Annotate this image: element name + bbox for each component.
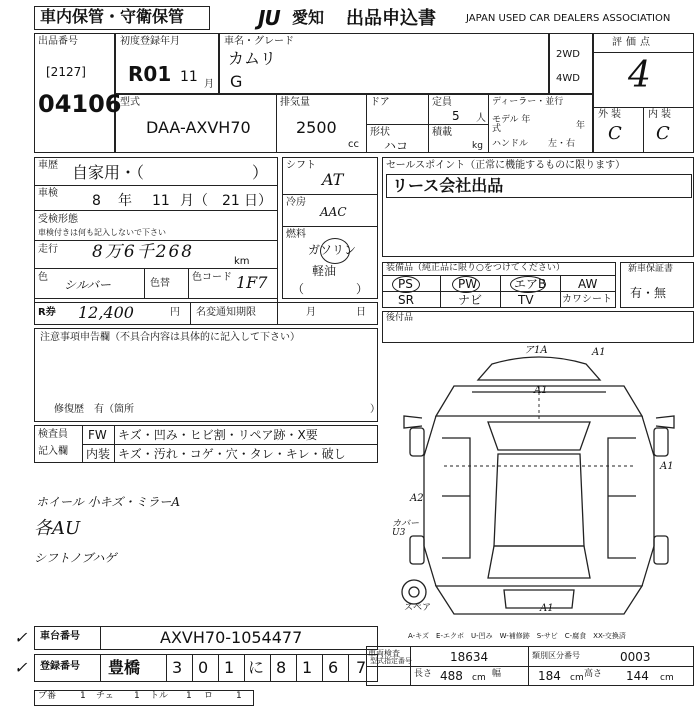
shape: ハコ: [384, 139, 409, 153]
remark-line-2: 各AU: [34, 518, 81, 539]
damage-mark-front-right: A1: [592, 347, 606, 358]
check-mark-chassis: ✓: [14, 628, 28, 647]
width: 184: [538, 669, 561, 683]
width-label: 幅: [492, 669, 502, 679]
equip-pw: PW: [458, 277, 478, 291]
plate-digit-6: 6: [328, 658, 339, 677]
recycle-unit: 円: [170, 307, 180, 318]
equip-airbag: エアB: [514, 277, 547, 291]
remark-line-1: ホイール 小キズ・ミラーA: [36, 495, 181, 509]
damage-mark-left-cover: カバー U3: [392, 519, 420, 538]
model-code: DAA-AXVH70: [146, 118, 251, 137]
inspector-label-2: 記入欄: [38, 446, 68, 457]
equip-aw: AW: [578, 277, 598, 291]
notice-month: 月: [306, 307, 316, 318]
chassis-number: AXVH70-1054477: [160, 628, 303, 647]
damage-mark-right-side: A1: [660, 461, 674, 472]
inspector-int-label: 内装: [86, 447, 111, 461]
inspector-int-text: キズ・汚れ・コゲ・穴・タレ・キレ・破し: [118, 447, 346, 461]
plate-digit-5: 1: [302, 658, 313, 677]
vehicle-check-label: 車両検査: [368, 649, 400, 658]
insp-day: 21: [222, 193, 240, 209]
damage-mark-hood: A1: [534, 385, 548, 396]
aircon-label: 冷房: [286, 197, 306, 208]
mileage-unit: km: [234, 256, 250, 267]
plate-digit-7: 7: [356, 658, 367, 677]
acceptance-note: 車検付きは何も記入しないで下さい: [38, 228, 166, 237]
car-name-label: 車名・グレード: [224, 36, 294, 47]
score-value: 4: [628, 55, 651, 96]
notice-label: 名変通知期限: [196, 307, 256, 318]
type-num: 18634: [450, 650, 489, 664]
usage-label: 車歴: [38, 160, 58, 171]
interior-score: C: [656, 123, 670, 144]
plate-digit-4: 8: [276, 658, 287, 677]
equip-sr: SR: [398, 293, 414, 307]
insp-day-unit: 日）: [244, 193, 272, 209]
insp-year: 8: [92, 193, 101, 209]
fuel-label: 燃料: [286, 229, 306, 240]
footer-item-7: ロ: [204, 691, 214, 701]
mileage-label: 走行: [38, 244, 58, 255]
model-label: 型式: [120, 97, 140, 108]
inspector-fw-label: FW: [88, 428, 107, 442]
plate-kana: に: [248, 658, 265, 677]
recycle-label: R券: [38, 307, 56, 318]
load-label: 積載: [432, 127, 452, 138]
footer-item-6: 1: [186, 691, 192, 701]
org-name: 愛知: [292, 8, 325, 27]
fuel-selection-circle: [320, 238, 350, 264]
exterior-score: C: [608, 123, 622, 144]
plate-digit-3: 1: [224, 658, 235, 677]
listing-sub-number: [2127]: [46, 65, 86, 79]
notes-label: 注意事項申告欄（不具合内容は具体的に記入して下さい）: [40, 332, 300, 343]
color: シルバー: [64, 278, 111, 292]
footer-item-1: ブ番: [38, 691, 57, 701]
airbag-circle: [510, 276, 546, 293]
insp-month: 11: [152, 193, 170, 209]
damage-mark-front-roof: ア1A: [524, 345, 548, 356]
remark-line-3: シフトノブハゲ: [34, 551, 117, 565]
aftermarket-box: [382, 311, 694, 343]
history-block: [34, 157, 278, 325]
acceptance-label: 受検形態: [38, 214, 78, 225]
storage-tag: 車内保管・守衛保管: [40, 7, 185, 26]
exterior-label: 外装: [598, 109, 624, 120]
dealer-label: ディーラー・並行: [492, 97, 564, 107]
inspection-label: 車検: [38, 188, 58, 199]
warranty-value: 有・無: [630, 286, 667, 300]
color-label: 色: [38, 272, 48, 283]
reg-month: 11: [180, 69, 198, 85]
height-unit: cm: [660, 673, 674, 683]
color-code-label: 色コード: [192, 272, 232, 283]
sales-point-box: [382, 157, 694, 257]
car-grade: G: [230, 72, 243, 91]
footer-item-8: 1: [236, 691, 242, 701]
sales-point-label: セールスポイント（正常に機能するものに限ります）: [386, 160, 626, 171]
aircon: AAC: [320, 205, 347, 219]
equip-ps: PS: [398, 277, 413, 291]
equip-seat: カワシート: [562, 294, 612, 305]
sales-point-value: リース会社出品: [392, 176, 504, 195]
capacity-unit: 人: [476, 113, 486, 124]
score-label: 評価点: [612, 37, 654, 48]
shift-label: シフト: [286, 160, 316, 171]
first-reg-label: 初度登録年月: [120, 36, 180, 47]
damage-mark-left-door: A2: [410, 493, 424, 504]
door-label: ドア: [370, 97, 390, 108]
displacement: 2500: [296, 118, 337, 137]
listing-number-label: 出品番号: [38, 36, 78, 47]
repair-label: 修復歴 有（箇所: [54, 404, 134, 415]
fuel-diesel: 軽油: [312, 264, 337, 278]
mileage: 8万6千268: [92, 242, 195, 262]
reg-year: R01: [128, 62, 172, 86]
damage-mark-rear: A1: [540, 603, 554, 614]
capacity-label: 定員: [432, 97, 452, 108]
check-mark-plate: ✓: [14, 658, 28, 677]
year-unit: 年: [576, 121, 586, 131]
class-num: 0003: [620, 650, 651, 664]
notice-day: 日: [356, 307, 366, 318]
car-name: カムリ: [228, 49, 277, 68]
cc-unit: cc: [348, 139, 359, 150]
model-year-label: モデル 年式: [492, 115, 531, 134]
fuel-open: （: [292, 282, 305, 296]
damage-legend: A-キズ E-エクボ U-凹み W-補修跡 S-サビ C-腐食 XX-交換済: [408, 632, 626, 640]
pw-circle: [452, 276, 480, 293]
drive-4wd: 4WD: [556, 73, 580, 84]
color-change-label: 色替: [150, 278, 170, 289]
repair-close: ）: [370, 404, 380, 415]
capacity: 5: [452, 109, 460, 123]
color-code: 1F7: [236, 273, 268, 292]
plate-region: 豊橋: [108, 658, 141, 677]
ju-logo: JU: [258, 6, 280, 30]
org-english: JAPAN USED CAR DEALERS ASSOCIATION: [466, 13, 671, 24]
height-label: 高さ: [584, 669, 603, 679]
shift: AT: [322, 170, 344, 189]
insp-year-unit: 年: [118, 193, 132, 209]
fuel-gas: ガソリン: [308, 243, 357, 257]
warranty-label: 新車保証書: [628, 264, 674, 274]
height: 144: [626, 669, 649, 683]
inspector-label-1: 検査員: [38, 429, 68, 440]
reg-month-unit: 月: [204, 79, 214, 90]
insp-month-unit: 月（: [180, 193, 208, 209]
plate-digit-2: 0: [198, 658, 209, 677]
handle-value: 左・右: [548, 139, 576, 149]
width-unit: cm: [570, 673, 584, 683]
form-title: 出品申込書: [346, 8, 436, 29]
usage-close: ）: [252, 163, 269, 182]
listing-number: 04106: [38, 90, 122, 118]
footer-item-5: トル: [150, 691, 169, 701]
usage: 自家用・（: [72, 163, 145, 182]
length-unit: cm: [472, 673, 486, 683]
interior-label: 内装: [648, 109, 674, 120]
equip-navi: ナビ: [458, 293, 483, 307]
chassis-label: 車台番号: [40, 631, 80, 642]
footer-item-4: 1: [134, 691, 140, 701]
class-num-label: 類別区分番号: [532, 651, 580, 660]
footer-row: [34, 690, 254, 706]
plate-digit-1: 3: [172, 658, 183, 677]
ps-circle: [392, 276, 420, 293]
footer-item-3: チェ: [96, 691, 114, 701]
shape-label: 形状: [370, 127, 390, 138]
inspector-fw-text: キズ・凹み・ヒビ割・リペア跡・X要: [118, 428, 318, 442]
recycle-amount: 12,400: [78, 303, 134, 322]
length: 488: [440, 669, 463, 683]
type-num-label: 型式指定番号: [370, 657, 412, 665]
aftermarket-label: 後付品: [386, 313, 414, 323]
kg-unit: kg: [472, 141, 483, 151]
drive-2wd: 2WD: [556, 49, 580, 60]
handle-label: ハンドル: [492, 139, 529, 149]
equip-tv: TV: [518, 293, 534, 307]
displacement-label: 排気量: [280, 97, 310, 108]
footer-item-2: 1: [80, 691, 86, 701]
plate-label: 登録番号: [40, 661, 80, 672]
length-label: 長さ: [414, 669, 433, 679]
fuel-close: ）: [356, 282, 369, 296]
spare-label: スペア: [404, 603, 432, 613]
equipment-label: 装備品（純正品に限り○をつけてください）: [386, 263, 565, 273]
